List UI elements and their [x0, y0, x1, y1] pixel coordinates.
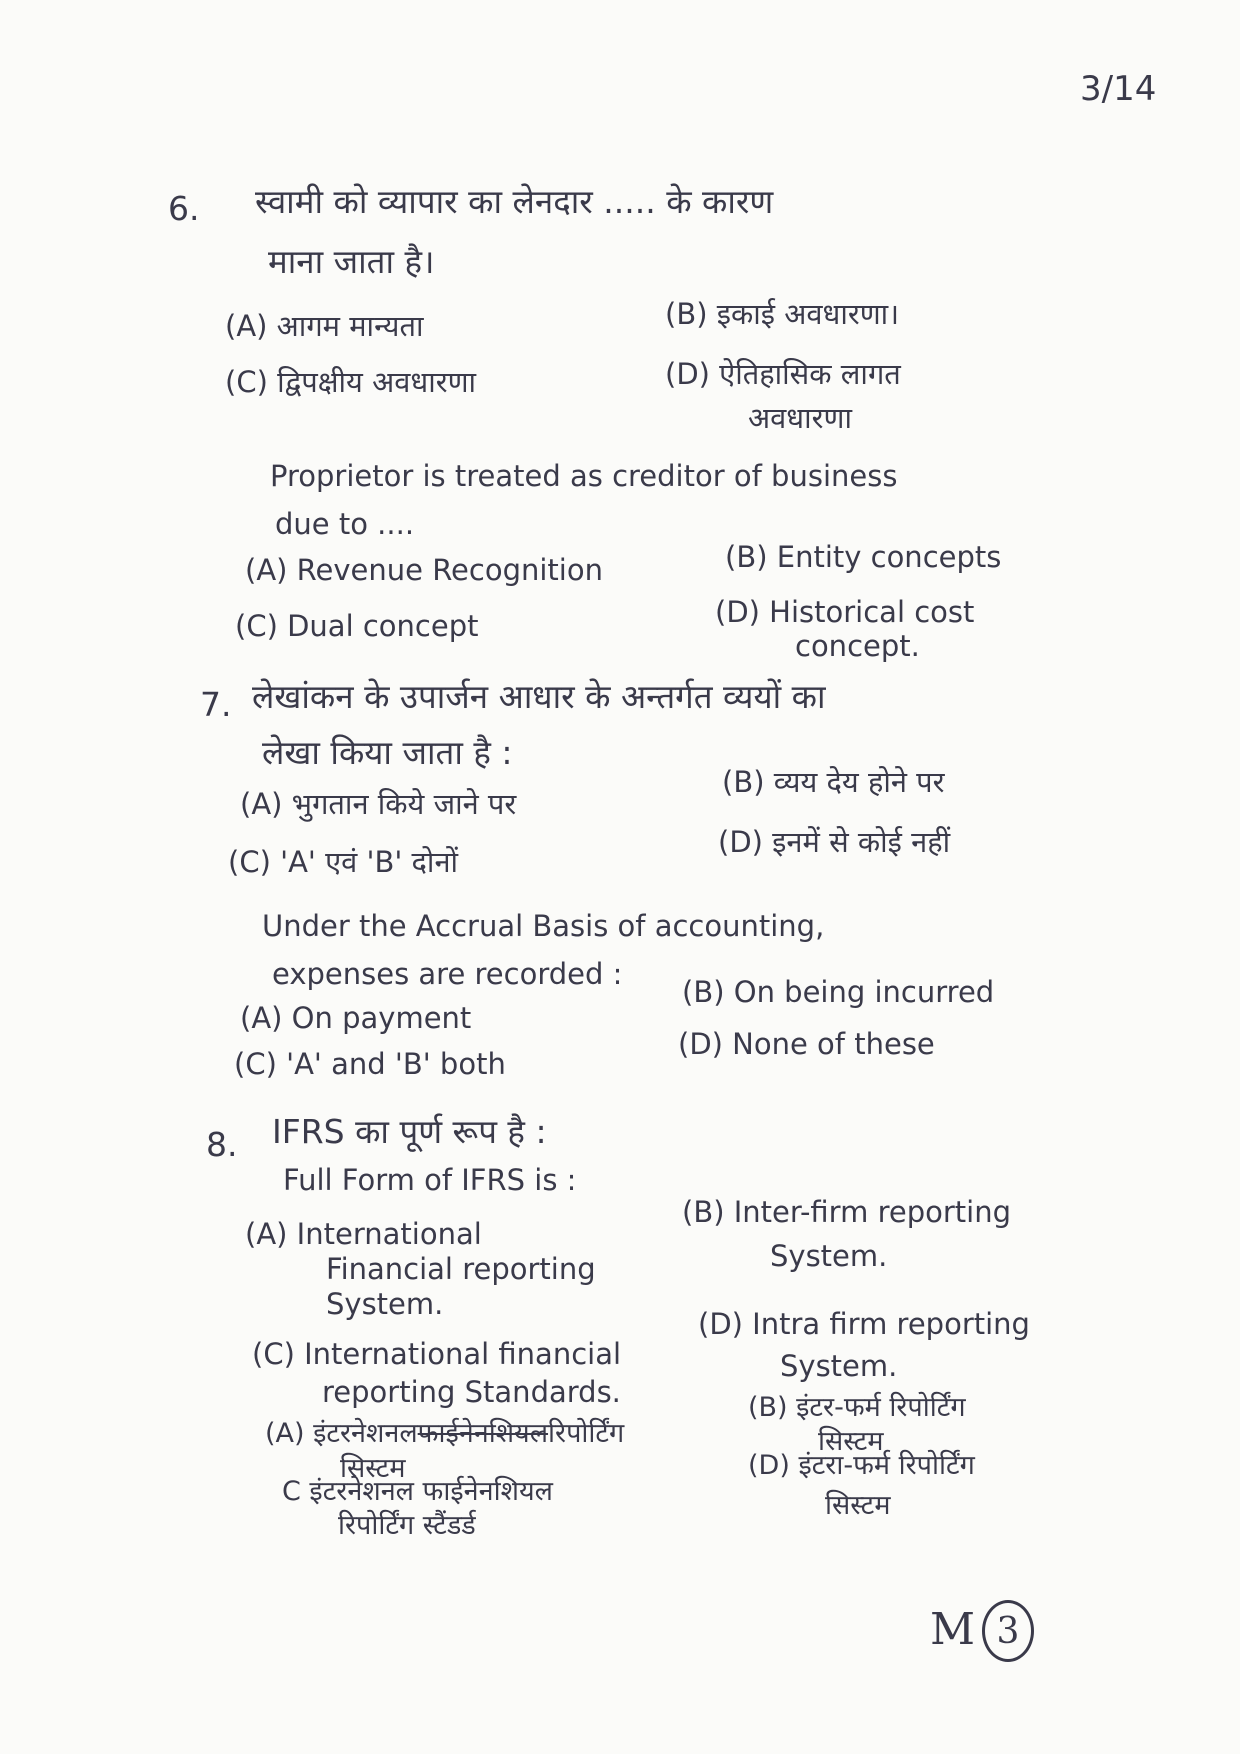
option-c-hindi-cont: रिपोर्टिंग स्टैंडर्ड [338, 1510, 476, 1541]
option-a-english-cont2: System. [326, 1287, 444, 1321]
option-d-hindi: (D) ऐतिहासिक लागत [665, 357, 901, 391]
question-text-hindi-cont: लेखा किया जाता है : [262, 733, 513, 772]
option-c-english: (C) 'A' and 'B' both [234, 1047, 506, 1081]
option-d-hindi-cont: अवधारणा [748, 401, 852, 435]
question-text-english: Proprietor is treated as creditor of business [270, 459, 898, 493]
question-text-hindi: स्वामी को व्यापार का लेनदार ..... के कारण [255, 182, 774, 221]
option-d-english: (D) None of these [678, 1027, 935, 1061]
option-d-hindi-cont: सिस्टम [825, 1490, 891, 1521]
option-d-english: (D) Historical cost [715, 595, 975, 629]
question-number: 8. [206, 1125, 238, 1164]
question-text-english-cont: expenses are recorded : [272, 957, 623, 991]
option-a-english: (A) Revenue Recognition [245, 553, 603, 587]
option-b-hindi: (B) इकाई अवधारणा। [665, 297, 900, 331]
option-a-english: (A) International [245, 1217, 482, 1251]
option-a-hindi-end: रिपोर्टिंग [548, 1418, 625, 1449]
option-c-hindi: C इंटरनेशनल फाईनेनशियल [282, 1476, 553, 1507]
option-d-english: (D) Intra firm reporting [698, 1307, 1030, 1341]
option-a-hindi-start: (A) इंटरनेशनल [265, 1418, 418, 1449]
option-b-english: (B) On being incurred [682, 975, 995, 1009]
option-d-english-cont: concept. [795, 629, 920, 663]
option-b-hindi-cont: सिस्टम [818, 1426, 884, 1457]
struck-out-word: फाईनेनशियल [417, 1418, 549, 1449]
page-number: 3/14 [1080, 69, 1157, 109]
option-b-english: (B) Inter-firm reporting [682, 1195, 1011, 1229]
question-text-english-cont: due to .... [275, 507, 415, 541]
option-a-hindi [265, 1420, 624, 1447]
option-a-hindi: (A) आगम मान्यता [225, 309, 424, 343]
option-b-english-cont: System. [770, 1239, 888, 1273]
question-text-english: Full Form of IFRS is : [283, 1163, 577, 1197]
option-c-english: (C) International financial [252, 1337, 622, 1371]
option-c-english: (C) Dual concept [235, 609, 479, 643]
option-c-hindi: (C) 'A' एवं 'B' दोनों [228, 845, 459, 879]
option-c-hindi: (C) द्विपक्षीय अवधारणा [225, 365, 477, 399]
option-b-hindi: (B) इंटर-फर्म रिपोर्टिंग [748, 1392, 966, 1423]
option-a-hindi-cont: सिस्टम [340, 1453, 406, 1484]
question-text-hindi-cont: माना जाता है। [268, 242, 435, 281]
question-text-hindi: IFRS का पूर्ण रूप है : [272, 1112, 547, 1151]
option-d-hindi: (D) इंटरा-फर्म रिपोर्टिंग [748, 1450, 975, 1481]
option-b-hindi: (B) व्यय देय होने पर [722, 765, 945, 799]
question-text-english: Under the Accrual Basis of accounting, [262, 909, 825, 943]
marks-annotation [930, 1600, 1050, 1660]
marks-letter: M [930, 1604, 976, 1655]
option-d-english-cont: System. [780, 1349, 898, 1383]
marks-circled-value: 3 [982, 1600, 1034, 1662]
question-text-hindi: लेखांकन के उपार्जन आधार के अन्तर्गत व्ययों का [252, 677, 826, 716]
question-number: 7. [200, 685, 232, 724]
question-number: 6. [168, 189, 200, 228]
option-a-english: (A) On payment [240, 1001, 472, 1035]
option-a-english-cont: Financial reporting [326, 1252, 596, 1286]
option-c-english-cont: reporting Standards. [322, 1375, 621, 1409]
option-b-english: (B) Entity concepts [725, 540, 1002, 574]
option-a-hindi: (A) भुगतान किये जाने पर [240, 787, 517, 821]
option-d-hindi: (D) इनमें से कोई नहीं [718, 825, 951, 859]
